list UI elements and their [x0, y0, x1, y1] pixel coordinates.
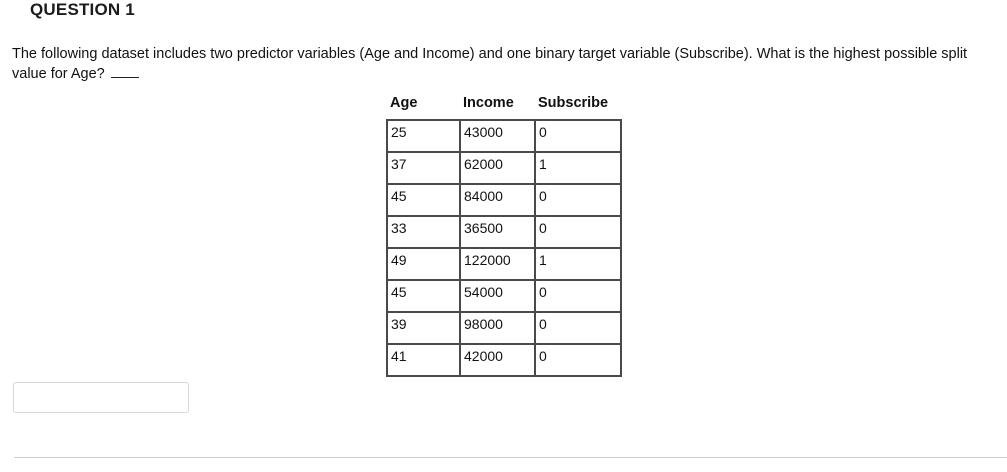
question-prompt: The following dataset includes two predictor variables (Age and Income) and one binary target variable (Subscribe). What is the highest possible split value for Age? — [12, 46, 968, 82]
cell-income: 43000 — [460, 120, 535, 152]
cell-age: 25 — [387, 120, 460, 152]
cell-subscribe: 0 — [535, 344, 621, 376]
cell-age: 41 — [387, 344, 460, 376]
table-row — [387, 248, 621, 280]
cell-income: 54000 — [460, 280, 535, 312]
cell-age: 33 — [387, 216, 460, 248]
dataset-table — [386, 91, 622, 377]
cell-income: 122000 — [460, 248, 535, 280]
cell-age: 45 — [387, 184, 460, 216]
cell-age: 49 — [387, 248, 460, 280]
cell-subscribe: 0 — [535, 216, 621, 248]
cell-age: 45 — [387, 280, 460, 312]
answer-blank — [111, 65, 139, 78]
table-row — [387, 344, 621, 376]
header-age: Age — [387, 91, 460, 120]
cell-subscribe: 0 — [535, 120, 621, 152]
table-row — [387, 120, 621, 152]
table-row — [387, 216, 621, 248]
cell-income: 42000 — [460, 344, 535, 376]
answer-input[interactable] — [13, 382, 189, 413]
cell-subscribe: 0 — [535, 280, 621, 312]
cell-subscribe: 1 — [535, 152, 621, 184]
table-row — [387, 152, 621, 184]
table-row — [387, 184, 621, 216]
cell-income: 36500 — [460, 216, 535, 248]
divider — [14, 457, 1007, 458]
table-header-row — [387, 91, 621, 120]
question-title: QUESTION 1 — [30, 0, 135, 19]
cell-age: 39 — [387, 312, 460, 344]
cell-income: 62000 — [460, 152, 535, 184]
header-income: Income — [460, 91, 535, 120]
cell-subscribe: 1 — [535, 248, 621, 280]
cell-subscribe: 0 — [535, 312, 621, 344]
cell-age: 37 — [387, 152, 460, 184]
cell-income: 84000 — [460, 184, 535, 216]
header-subscribe: Subscribe — [535, 91, 621, 120]
question-text — [12, 44, 987, 84]
cell-subscribe: 0 — [535, 184, 621, 216]
cell-income: 98000 — [460, 312, 535, 344]
table-row — [387, 280, 621, 312]
dataset-table-wrapper — [386, 91, 622, 377]
table-row — [387, 312, 621, 344]
